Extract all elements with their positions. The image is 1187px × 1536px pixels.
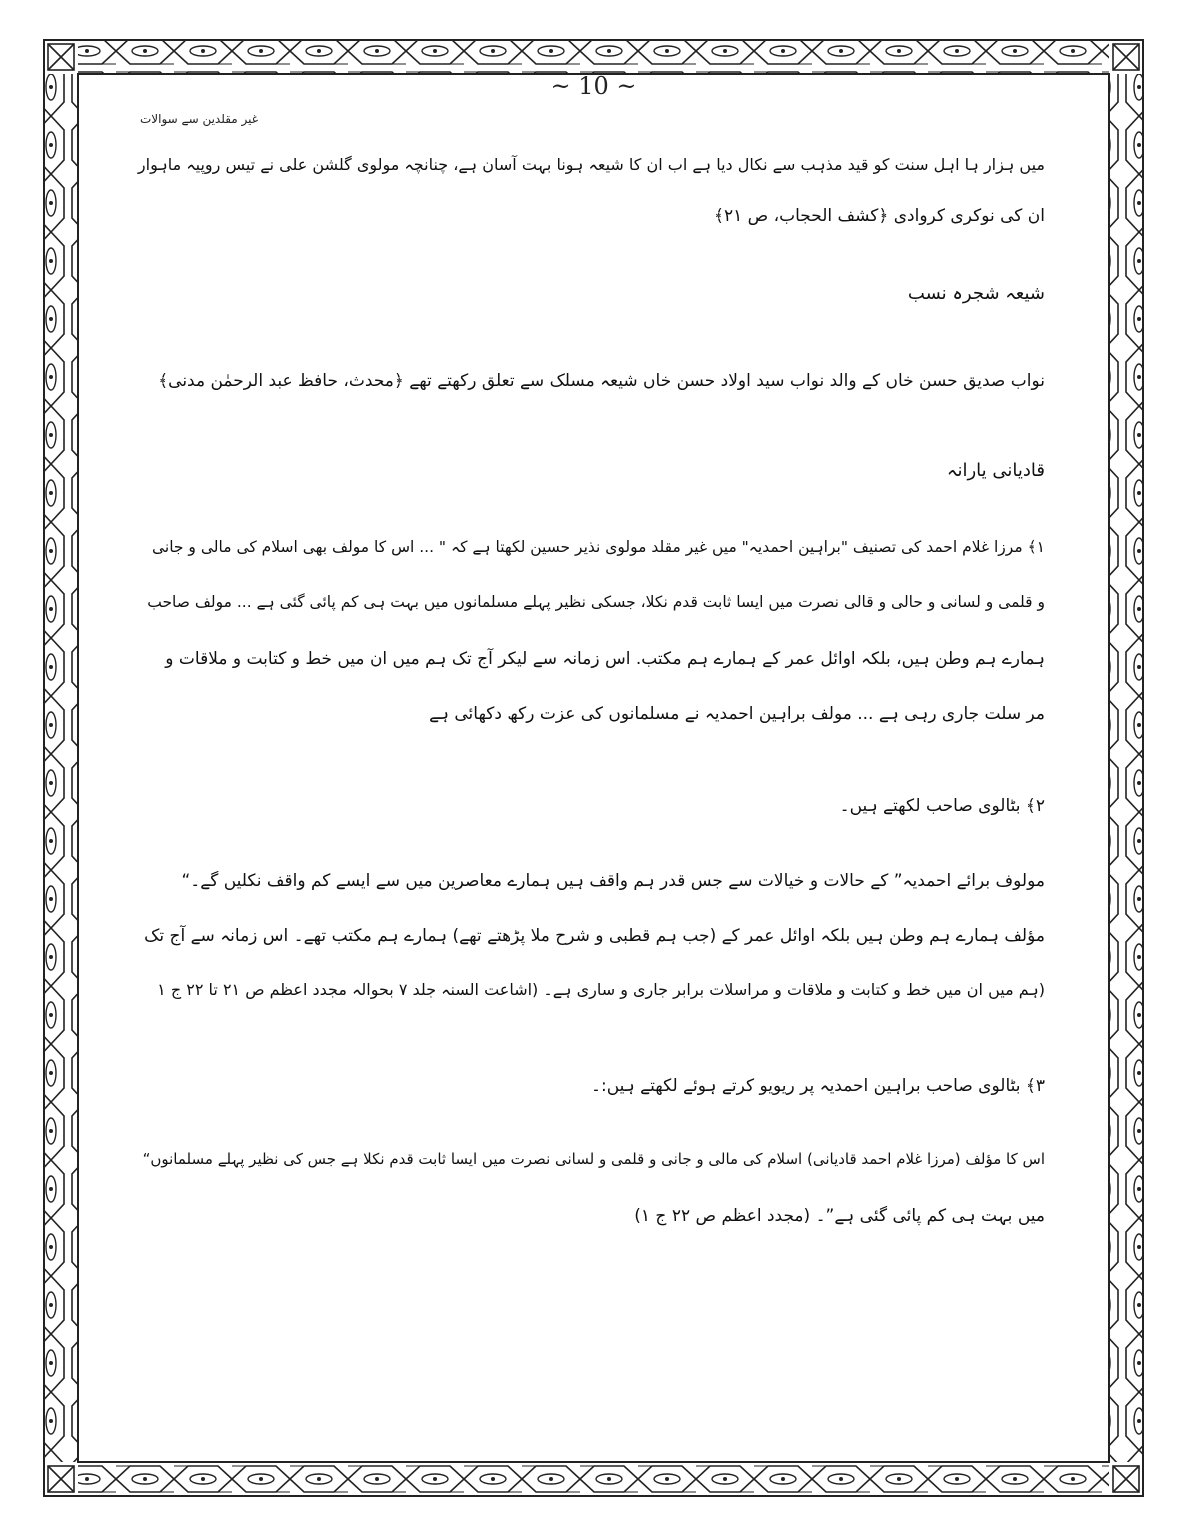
text-line: نواب صدیق حسن خاں کے والد نواب سید اولاد حسن خاں شیعہ مسلک سے تعلق رکھتے تھے ﴿محدث، حافظ عبد الرحمٰن مدنی﴾ bbox=[158, 371, 1045, 391]
text-line: ہمارے ہم وطن ہیں، بلکہ اوائل عمر کے ہمارے ہم مکتب. اس زمانہ سے لیکر آج تک ہم میں ان میں خط و کتابت و ملاقات و bbox=[165, 649, 1045, 669]
text-line: ۳﴾ بٹالوی صاحب براہین احمدیہ پر ریویو کرتے ہوئے لکھتے ہیں:۔ bbox=[591, 1076, 1045, 1096]
text-line: مر سلت جاری رہی ہے ... مولف براہین احمدیہ نے مسلمانوں کی عزت رکھ دکھائی ہے bbox=[429, 704, 1045, 724]
section-heading: قادیانی یارانہ bbox=[946, 460, 1045, 481]
text-line: و قلمی و لسانی و حالی و قالی نصرت میں ایسا ثابت قدم نکلا، جسکی نظیر پہلے مسلمانوں میں بہت ہی کم پائی گئی ہے ... مولف صاحب bbox=[147, 593, 1045, 611]
text-line: مؤلف ہمارے ہم وطن ہیں بلکہ اوائل عمر کے (جب ہم قطبی و شرح ملا پڑھتے تھے) ہمارے ہم مکتب تھے۔ اس زمانہ سے آج تک bbox=[144, 926, 1045, 946]
text-line: ۲﴾ بٹالوی صاحب لکھتے ہیں۔ bbox=[839, 796, 1045, 816]
page-number: ~ 10 ~ bbox=[550, 72, 637, 100]
text-line: اس کا مؤلف (مرزا غلام احمد قادیانی) اسلام کی مالی و جانی و قلمی و لسانی نصرت میں ایسا ثابت قدم نکلا ہے جس کی نظیر پہلے مسلمانوں“ bbox=[142, 1150, 1045, 1168]
text-line: ۱﴾ مرزا غلام احمد کی تصنیف "براہین احمدیہ" میں غیر مقلد مولوی نذیر حسین لکھتا ہے کہ " ... اس کا مولف بھی اسلام کی مالی و جانی bbox=[151, 538, 1045, 556]
text-line: میں ہزار ہا اہل سنت کو قید مذہب سے نکال دیا ہے اب ان کا شیعہ ہونا بہت آسان ہے، چنانچہ مولوی گلشن علی نے تیس روپیہ ماہوار bbox=[137, 155, 1045, 174]
text-line: (ہم میں ان میں خط و کتابت و ملاقات و مراسلات برابر جاری و ساری ہے۔ (اشاعت السنہ جلد ۷ بحوالہ مجدد اعظم ص ۲۱ تا ۲۲ ج ۱ bbox=[157, 980, 1045, 999]
text-line: ان کی نوکری کروادی ﴿کشف الحجاب، ص ۲۱﴾ bbox=[714, 206, 1045, 226]
running-header: غیر مقلدین سے سوالات bbox=[140, 112, 259, 126]
text-line: مولوف برائے احمدیہ” کے حالات و خیالات سے جس قدر ہم واقف ہیں ہمارے معاصرین میں سے ایسے کم واقف نکلیں گے۔“ bbox=[181, 871, 1045, 891]
section-heading: شیعہ شجرہ نسب bbox=[907, 283, 1045, 304]
text-line: میں بہت ہی کم پائی گئی ہے”۔ (مجدد اعظم ص ۲۲ ج ۱) bbox=[634, 1206, 1045, 1226]
